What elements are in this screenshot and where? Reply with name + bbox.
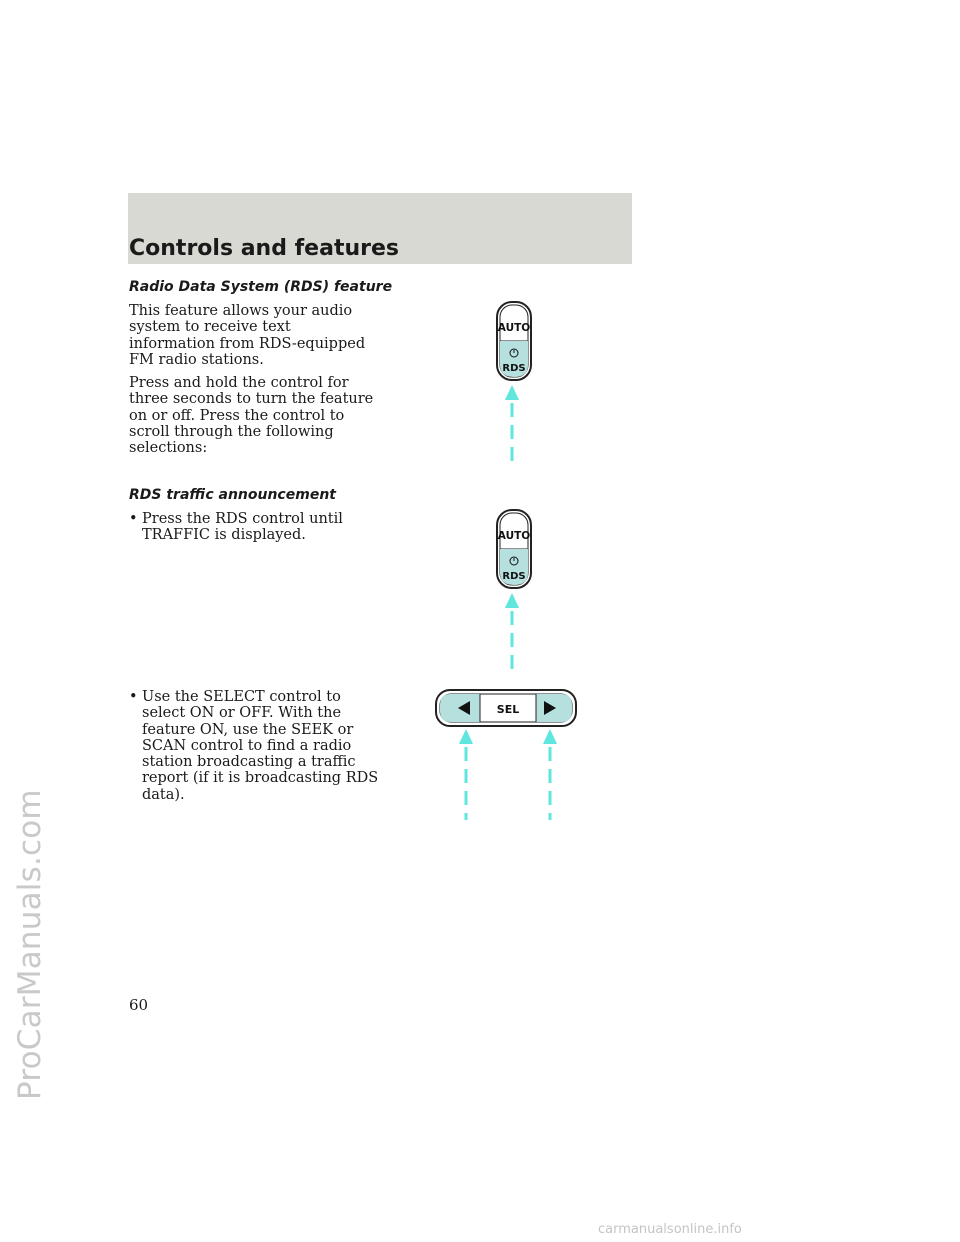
side-watermark xyxy=(6,300,56,1100)
arrow-up-icon xyxy=(459,729,473,744)
rds-button-figure xyxy=(485,299,545,469)
bullet-text: Use the SELECT control to select ON or OFF. With the feature ON, use the SEEK or SCAN control to find a radio station broadcasting a traffic report (if it is broadcasting RDS data). xyxy=(142,689,379,803)
rds-label: RDS xyxy=(502,363,526,374)
arrow-up-icon xyxy=(505,593,519,608)
traffic-heading: RDS traffic announcement xyxy=(129,487,336,503)
rds-instructions-paragraph: Press and hold the control for three seconds to turn the feature on or off. Press the control to scroll through the following selections: xyxy=(129,375,374,457)
rds-button-figure xyxy=(485,507,545,677)
bullet-item: • Press the RDS control until TRAFFIC is displayed. xyxy=(129,511,384,544)
sel-label: SEL xyxy=(496,703,520,716)
rds-feature-heading: Radio Data System (RDS) feature xyxy=(129,279,393,295)
select-control-figure xyxy=(432,686,582,822)
watermark-text: ProCarManuals.com xyxy=(12,789,48,1100)
rds-label: RDS xyxy=(502,571,526,582)
arrow-up-icon xyxy=(543,729,557,744)
bullet-item: • Use the SELECT control to select ON or OFF. With the feature ON, use the SEEK or SCAN control to find a radio station broadcasting a traffic report (if it is broadcasting RDS data). xyxy=(129,689,384,803)
auto-label: AUTO xyxy=(497,530,531,542)
section-header xyxy=(128,193,632,264)
bullet-text: Press the RDS control until TRAFFIC is displayed. xyxy=(142,511,343,544)
page-title: Controls and features xyxy=(129,236,399,261)
auto-label: AUTO xyxy=(497,322,531,334)
arrow-up-icon xyxy=(505,385,519,400)
page-number: 60 xyxy=(129,996,149,1014)
rds-intro-paragraph: This feature allows your audio system to receive text information from RDS-equipped FM radio stations. xyxy=(129,303,366,368)
footer-watermark: carmanualsonline.info xyxy=(598,1222,742,1237)
